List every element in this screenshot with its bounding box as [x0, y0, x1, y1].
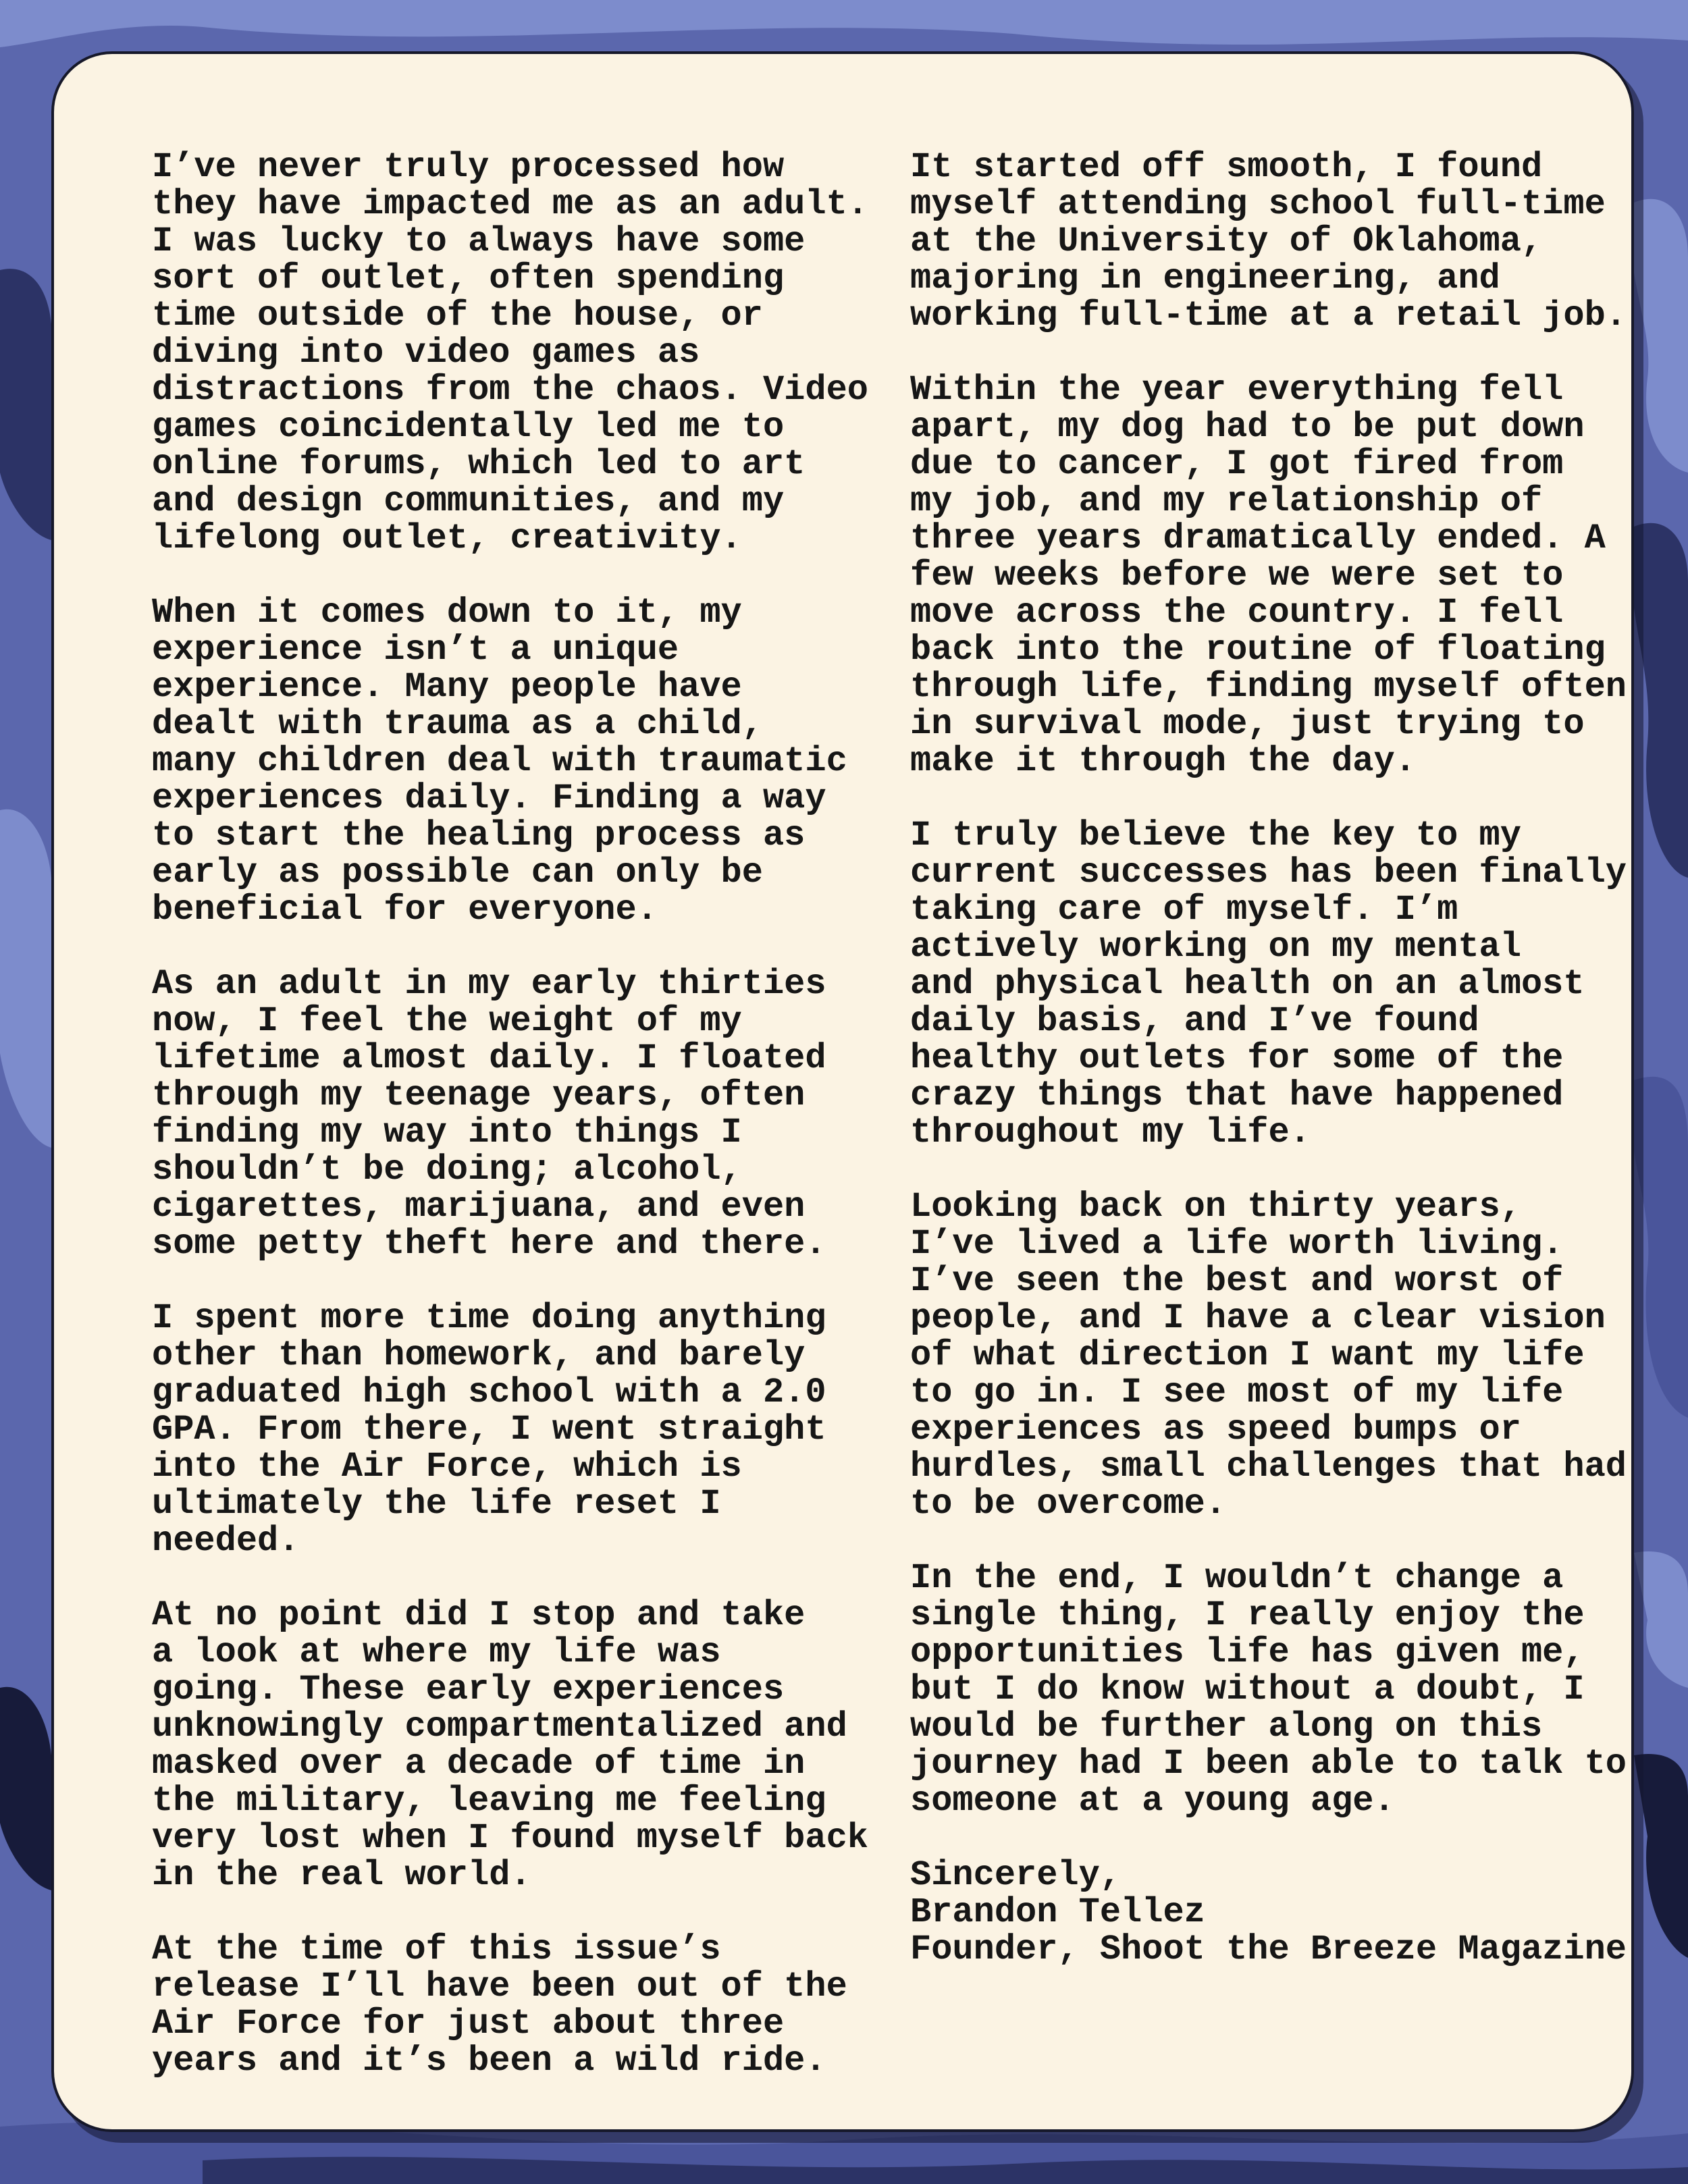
letter-column-right [910, 149, 1687, 1968]
paragraph: Within the year everything fell apart, my dog had to be put down due to cancer, I got fired from my job, and my relationship of three years dramatically ended. A few weeks before we were set to move across the country. I fell back into the routine of floating through life, finding myself often in survival mode, just trying to make it through the day. [910, 370, 1627, 781]
signature-name: Brandon Tellez [910, 1892, 1205, 1932]
paragraph: It started off smooth, I found myself attending school full-time at the University of Oklahoma, majoring in engineering, and working full-time at a retail job. [910, 147, 1627, 336]
paragraph: At the time of this issue’s release I’ll have been out of the Air Force for just about three years and it’s been a wild ride. [152, 1929, 847, 2081]
signature-block [910, 1857, 1687, 1968]
signature-title: Founder, Shoot the Breeze Magazine [910, 1929, 1627, 1969]
paragraph: At no point did I stop and take a look at where my life was going. These early experiences unknowingly compartmentalized and masked over a decade of time in the military, leaving me feeling very lost when I found myself back in the real world. [152, 1595, 868, 1895]
paragraph: I truly believe the key to my current successes has been finally taking care of myself. I’m actively working on my mental and physical health on an almost daily basis, and I’ve found healthy outlets for some of the crazy things that have happened throughout my life. [910, 816, 1627, 1152]
signature-closing: Sincerely, [910, 1855, 1122, 1895]
paragraph: I spent more time doing anything other than homework, and barely graduated high school with a 2.0 GPA. From there, I went straight into the Air Force, which is ultimately the life reset I needed. [152, 1298, 826, 1561]
letter-column-left [152, 149, 928, 2116]
paragraph: I’ve never truly processed how they have impacted me as an adult. I was lucky to always have some sort of outlet, often spending time outside of the house, or diving into video games as distractions from the chaos. Video games coincidentally led me to online forums, which led to art and design communities, and my lifelong outlet, creativity. [152, 147, 868, 558]
letter-card [51, 51, 1634, 2132]
paragraph: Looking back on thirty years, I’ve lived a life worth living. I’ve seen the best and worst of people, and I have a clear vision of what direction I want my life to go in. I see most of my life experiences as speed bumps or hurdles, small challenges that had to be overcome. [910, 1187, 1627, 1524]
paragraph: When it comes down to it, my experience isn’t a unique experience. Many people have dealt with trauma as a child, many children deal with traumatic experiences daily. Finding a way to start the healing process as early as possible can only be beneficial for everyone. [152, 593, 847, 930]
paragraph: In the end, I wouldn’t change a single thing, I really enjoy the opportunities life has given me, but I do know without a doubt, I would be further along on this journey had I been able to talk to someone at a young age. [910, 1558, 1627, 1821]
paragraph: As an adult in my early thirties now, I feel the weight of my lifetime almost daily. I floated through my teenage years, often finding my way into things I shouldn’t be doing; alcohol, cigarettes, marijuana, and even some petty theft here and there. [152, 964, 826, 1264]
